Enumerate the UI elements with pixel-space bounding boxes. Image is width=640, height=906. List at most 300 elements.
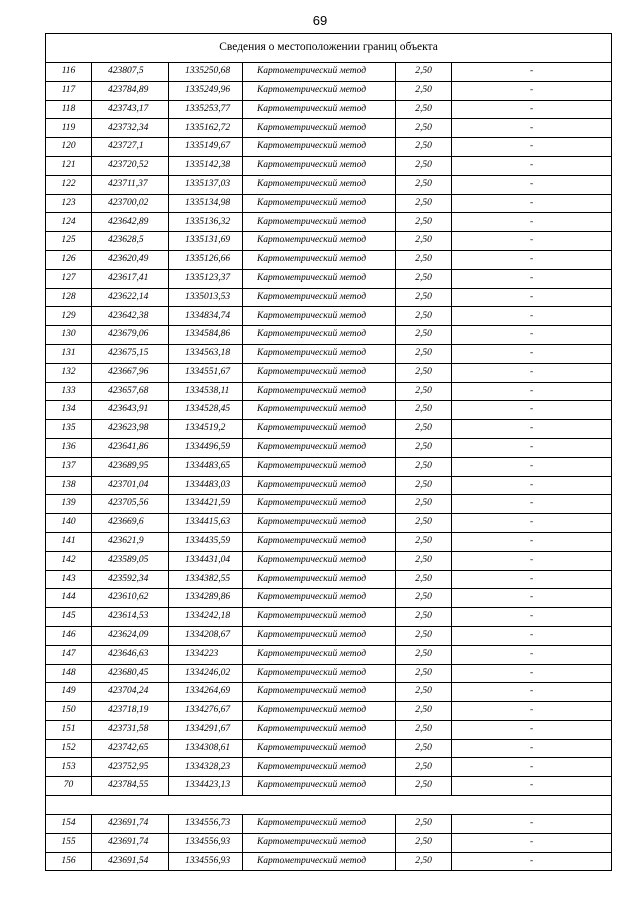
table-row (46, 514, 612, 533)
description-cell: - (452, 401, 612, 420)
y-coordinate-cell: 1334223 (169, 645, 243, 664)
point-number-cell: 150 (46, 702, 92, 721)
table-row (46, 119, 612, 138)
y-coordinate-cell: 1334519,2 (169, 420, 243, 439)
method-cell: Картометрический метод (243, 852, 396, 871)
description-cell: - (452, 344, 612, 363)
y-coordinate-cell: 1335131,69 (169, 232, 243, 251)
x-coordinate-cell: 423711,37 (92, 175, 169, 194)
description-cell: - (452, 138, 612, 157)
table-row (46, 495, 612, 514)
y-coordinate-cell: 1334415,63 (169, 514, 243, 533)
table-title-row (46, 34, 612, 63)
y-coordinate-cell: 1334289,86 (169, 589, 243, 608)
method-cell: Картометрический метод (243, 683, 396, 702)
point-number-cell: 149 (46, 683, 92, 702)
accuracy-cell: 2,50 (396, 307, 452, 326)
accuracy-cell: 2,50 (396, 758, 452, 777)
point-number-cell: 138 (46, 476, 92, 495)
method-cell: Картометрический метод (243, 138, 396, 157)
x-coordinate-cell: 423622,14 (92, 288, 169, 307)
method-cell: Картометрический метод (243, 382, 396, 401)
method-cell: Картометрический метод (243, 815, 396, 834)
table-row (46, 81, 612, 100)
table-row (46, 852, 612, 871)
description-cell: - (452, 156, 612, 175)
point-number-cell: 134 (46, 401, 92, 420)
x-coordinate-cell: 423620,49 (92, 250, 169, 269)
x-coordinate-cell: 423675,15 (92, 344, 169, 363)
method-cell: Картометрический метод (243, 777, 396, 796)
table-row (46, 363, 612, 382)
x-coordinate-cell: 423727,1 (92, 138, 169, 157)
y-coordinate-cell: 1334423,13 (169, 777, 243, 796)
section-separator-row (46, 796, 612, 815)
method-cell: Картометрический метод (243, 476, 396, 495)
y-coordinate-cell: 1335142,38 (169, 156, 243, 175)
point-number-cell: 127 (46, 269, 92, 288)
method-cell: Картометрический метод (243, 664, 396, 683)
x-coordinate-cell: 423705,56 (92, 495, 169, 514)
point-number-cell: 123 (46, 194, 92, 213)
y-coordinate-cell: 1334556,93 (169, 852, 243, 871)
x-coordinate-cell: 423720,52 (92, 156, 169, 175)
description-cell: - (452, 664, 612, 683)
x-coordinate-cell: 423701,04 (92, 476, 169, 495)
x-coordinate-cell: 423691,74 (92, 833, 169, 852)
accuracy-cell: 2,50 (396, 739, 452, 758)
y-coordinate-cell: 1334563,18 (169, 344, 243, 363)
description-cell: - (452, 739, 612, 758)
y-coordinate-cell: 1334431,04 (169, 551, 243, 570)
accuracy-cell: 2,50 (396, 250, 452, 269)
x-coordinate-cell: 423807,5 (92, 63, 169, 82)
accuracy-cell: 2,50 (396, 852, 452, 871)
y-coordinate-cell: 1334556,93 (169, 833, 243, 852)
y-coordinate-cell: 1335136,32 (169, 213, 243, 232)
method-cell: Картометрический метод (243, 232, 396, 251)
y-coordinate-cell: 1334528,45 (169, 401, 243, 420)
description-cell: - (452, 363, 612, 382)
method-cell: Картометрический метод (243, 551, 396, 570)
x-coordinate-cell: 423689,95 (92, 457, 169, 476)
x-coordinate-cell: 423752,95 (92, 758, 169, 777)
table-row (46, 269, 612, 288)
method-cell: Картометрический метод (243, 589, 396, 608)
accuracy-cell: 2,50 (396, 438, 452, 457)
x-coordinate-cell: 423610,62 (92, 589, 169, 608)
point-number-cell: 131 (46, 344, 92, 363)
point-number-cell: 142 (46, 551, 92, 570)
x-coordinate-cell: 423657,68 (92, 382, 169, 401)
point-number-cell: 120 (46, 138, 92, 157)
description-cell: - (452, 532, 612, 551)
description-cell: - (452, 645, 612, 664)
accuracy-cell: 2,50 (396, 514, 452, 533)
table-row (46, 382, 612, 401)
y-coordinate-cell: 1334556,73 (169, 815, 243, 834)
description-cell: - (452, 288, 612, 307)
accuracy-cell: 2,50 (396, 326, 452, 345)
table-row (46, 344, 612, 363)
point-number-cell: 145 (46, 608, 92, 627)
accuracy-cell: 2,50 (396, 476, 452, 495)
y-coordinate-cell: 1334483,65 (169, 457, 243, 476)
table-row (46, 250, 612, 269)
method-cell: Картометрический метод (243, 307, 396, 326)
description-cell: - (452, 495, 612, 514)
method-cell: Картометрический метод (243, 645, 396, 664)
x-coordinate-cell: 423614,53 (92, 608, 169, 627)
boundary-coordinates-table (45, 33, 612, 871)
point-number-cell: 122 (46, 175, 92, 194)
table-row (46, 833, 612, 852)
y-coordinate-cell: 1334308,61 (169, 739, 243, 758)
description-cell: - (452, 420, 612, 439)
accuracy-cell: 2,50 (396, 702, 452, 721)
table-row (46, 758, 612, 777)
point-number-cell: 148 (46, 664, 92, 683)
x-coordinate-cell: 423669,6 (92, 514, 169, 533)
method-cell: Картометрический метод (243, 514, 396, 533)
accuracy-cell: 2,50 (396, 664, 452, 683)
point-number-cell: 147 (46, 645, 92, 664)
point-number-cell: 125 (46, 232, 92, 251)
accuracy-cell: 2,50 (396, 777, 452, 796)
x-coordinate-cell: 423691,54 (92, 852, 169, 871)
table-row (46, 63, 612, 82)
table-row (46, 720, 612, 739)
table-row (46, 739, 612, 758)
point-number-cell: 137 (46, 457, 92, 476)
method-cell: Картометрический метод (243, 363, 396, 382)
accuracy-cell: 2,50 (396, 363, 452, 382)
x-coordinate-cell: 423680,45 (92, 664, 169, 683)
method-cell: Картометрический метод (243, 175, 396, 194)
method-cell: Картометрический метод (243, 156, 396, 175)
point-number-cell: 126 (46, 250, 92, 269)
accuracy-cell: 2,50 (396, 495, 452, 514)
x-coordinate-cell: 423667,96 (92, 363, 169, 382)
description-cell: - (452, 551, 612, 570)
y-coordinate-cell: 1334834,74 (169, 307, 243, 326)
method-cell: Картометрический метод (243, 457, 396, 476)
point-number-cell: 121 (46, 156, 92, 175)
y-coordinate-cell: 1334291,67 (169, 720, 243, 739)
point-number-cell: 151 (46, 720, 92, 739)
description-cell: - (452, 194, 612, 213)
y-coordinate-cell: 1334584,86 (169, 326, 243, 345)
method-cell: Картометрический метод (243, 269, 396, 288)
accuracy-cell: 2,50 (396, 589, 452, 608)
description-cell: - (452, 626, 612, 645)
method-cell: Картометрический метод (243, 626, 396, 645)
description-cell: - (452, 63, 612, 82)
x-coordinate-cell: 423617,41 (92, 269, 169, 288)
description-cell: - (452, 514, 612, 533)
y-coordinate-cell: 1334538,11 (169, 382, 243, 401)
y-coordinate-cell: 1335149,67 (169, 138, 243, 157)
accuracy-cell: 2,50 (396, 344, 452, 363)
accuracy-cell: 2,50 (396, 269, 452, 288)
accuracy-cell: 2,50 (396, 138, 452, 157)
accuracy-cell: 2,50 (396, 63, 452, 82)
table-row (46, 608, 612, 627)
table-row (46, 457, 612, 476)
table-title: Сведения о местоположении границ объекта (46, 34, 612, 63)
x-coordinate-cell: 423732,34 (92, 119, 169, 138)
description-cell: - (452, 175, 612, 194)
x-coordinate-cell: 423700,02 (92, 194, 169, 213)
table-row (46, 815, 612, 834)
x-coordinate-cell: 423679,06 (92, 326, 169, 345)
accuracy-cell: 2,50 (396, 420, 452, 439)
point-number-cell: 119 (46, 119, 92, 138)
accuracy-cell: 2,50 (396, 551, 452, 570)
method-cell: Картометрический метод (243, 344, 396, 363)
point-number-cell: 136 (46, 438, 92, 457)
point-number-cell: 130 (46, 326, 92, 345)
table-row (46, 326, 612, 345)
description-cell: - (452, 683, 612, 702)
y-coordinate-cell: 1334382,55 (169, 570, 243, 589)
table-row (46, 420, 612, 439)
x-coordinate-cell: 423642,38 (92, 307, 169, 326)
table-row (46, 645, 612, 664)
x-coordinate-cell: 423743,17 (92, 100, 169, 119)
description-cell: - (452, 119, 612, 138)
y-coordinate-cell: 1334242,18 (169, 608, 243, 627)
table-row (46, 175, 612, 194)
accuracy-cell: 2,50 (396, 645, 452, 664)
table-row (46, 532, 612, 551)
x-coordinate-cell: 423643,91 (92, 401, 169, 420)
point-number-cell: 129 (46, 307, 92, 326)
point-number-cell: 153 (46, 758, 92, 777)
table-row (46, 476, 612, 495)
accuracy-cell: 2,50 (396, 119, 452, 138)
y-coordinate-cell: 1334435,59 (169, 532, 243, 551)
method-cell: Картометрический метод (243, 495, 396, 514)
accuracy-cell: 2,50 (396, 457, 452, 476)
y-coordinate-cell: 1334328,23 (169, 758, 243, 777)
method-cell: Картометрический метод (243, 570, 396, 589)
method-cell: Картометрический метод (243, 119, 396, 138)
table-row (46, 626, 612, 645)
y-coordinate-cell: 1334551,67 (169, 363, 243, 382)
method-cell: Картометрический метод (243, 326, 396, 345)
description-cell: - (452, 758, 612, 777)
x-coordinate-cell: 423718,19 (92, 702, 169, 721)
table-row (46, 100, 612, 119)
description-cell: - (452, 815, 612, 834)
accuracy-cell: 2,50 (396, 382, 452, 401)
description-cell: - (452, 232, 612, 251)
y-coordinate-cell: 1335250,68 (169, 63, 243, 82)
section-separator (46, 796, 612, 815)
method-cell: Картометрический метод (243, 194, 396, 213)
table-row (46, 288, 612, 307)
accuracy-cell: 2,50 (396, 194, 452, 213)
table-row (46, 683, 612, 702)
y-coordinate-cell: 1334421,59 (169, 495, 243, 514)
accuracy-cell: 2,50 (396, 175, 452, 194)
table-row (46, 702, 612, 721)
y-coordinate-cell: 1335162,72 (169, 119, 243, 138)
y-coordinate-cell: 1335126,66 (169, 250, 243, 269)
method-cell: Картометрический метод (243, 739, 396, 758)
table-row (46, 570, 612, 589)
point-number-cell: 124 (46, 213, 92, 232)
description-cell: - (452, 81, 612, 100)
x-coordinate-cell: 423704,24 (92, 683, 169, 702)
description-cell: - (452, 608, 612, 627)
y-coordinate-cell: 1335134,98 (169, 194, 243, 213)
y-coordinate-cell: 1334276,67 (169, 702, 243, 721)
method-cell: Картометрический метод (243, 758, 396, 777)
point-number-cell: 144 (46, 589, 92, 608)
method-cell: Картометрический метод (243, 288, 396, 307)
table-row (46, 551, 612, 570)
accuracy-cell: 2,50 (396, 833, 452, 852)
x-coordinate-cell: 423784,55 (92, 777, 169, 796)
description-cell: - (452, 589, 612, 608)
x-coordinate-cell: 423628,5 (92, 232, 169, 251)
y-coordinate-cell: 1334264,69 (169, 683, 243, 702)
method-cell: Картометрический метод (243, 720, 396, 739)
x-coordinate-cell: 423742,65 (92, 739, 169, 758)
accuracy-cell: 2,50 (396, 626, 452, 645)
description-cell: - (452, 326, 612, 345)
point-number-cell: 128 (46, 288, 92, 307)
method-cell: Картометрический метод (243, 420, 396, 439)
y-coordinate-cell: 1334208,67 (169, 626, 243, 645)
x-coordinate-cell: 423589,05 (92, 551, 169, 570)
point-number-cell: 152 (46, 739, 92, 758)
point-number-cell: 116 (46, 63, 92, 82)
table-row (46, 307, 612, 326)
description-cell: - (452, 438, 612, 457)
accuracy-cell: 2,50 (396, 815, 452, 834)
method-cell: Картометрический метод (243, 608, 396, 627)
description-cell: - (452, 213, 612, 232)
method-cell: Картометрический метод (243, 250, 396, 269)
point-number-cell: 156 (46, 852, 92, 871)
method-cell: Картометрический метод (243, 438, 396, 457)
table-row (46, 138, 612, 157)
description-cell: - (452, 777, 612, 796)
description-cell: - (452, 833, 612, 852)
point-number-cell: 155 (46, 833, 92, 852)
y-coordinate-cell: 1334483,03 (169, 476, 243, 495)
point-number-cell: 139 (46, 495, 92, 514)
description-cell: - (452, 269, 612, 288)
x-coordinate-cell: 423624,09 (92, 626, 169, 645)
page-number: 69 (312, 13, 328, 28)
table-row (46, 438, 612, 457)
accuracy-cell: 2,50 (396, 156, 452, 175)
point-number-cell: 143 (46, 570, 92, 589)
description-cell: - (452, 852, 612, 871)
table-row (46, 589, 612, 608)
accuracy-cell: 2,50 (396, 683, 452, 702)
y-coordinate-cell: 1335013,53 (169, 288, 243, 307)
accuracy-cell: 2,50 (396, 213, 452, 232)
description-cell: - (452, 476, 612, 495)
accuracy-cell: 2,50 (396, 720, 452, 739)
method-cell: Картометрический метод (243, 401, 396, 420)
x-coordinate-cell: 423646,63 (92, 645, 169, 664)
y-coordinate-cell: 1335253,77 (169, 100, 243, 119)
point-number-cell: 117 (46, 81, 92, 100)
point-number-cell: 154 (46, 815, 92, 834)
point-number-cell: 133 (46, 382, 92, 401)
x-coordinate-cell: 423691,74 (92, 815, 169, 834)
description-cell: - (452, 307, 612, 326)
description-cell: - (452, 720, 612, 739)
method-cell: Картометрический метод (243, 81, 396, 100)
x-coordinate-cell: 423731,58 (92, 720, 169, 739)
description-cell: - (452, 100, 612, 119)
description-cell: - (452, 457, 612, 476)
accuracy-cell: 2,50 (396, 570, 452, 589)
table-row (46, 664, 612, 683)
accuracy-cell: 2,50 (396, 81, 452, 100)
table-row (46, 194, 612, 213)
description-cell: - (452, 702, 612, 721)
accuracy-cell: 2,50 (396, 532, 452, 551)
accuracy-cell: 2,50 (396, 232, 452, 251)
description-cell: - (452, 250, 612, 269)
y-coordinate-cell: 1335123,37 (169, 269, 243, 288)
x-coordinate-cell: 423621,9 (92, 532, 169, 551)
method-cell: Картометрический метод (243, 63, 396, 82)
x-coordinate-cell: 423641,86 (92, 438, 169, 457)
point-number-cell: 140 (46, 514, 92, 533)
x-coordinate-cell: 423592,34 (92, 570, 169, 589)
y-coordinate-cell: 1335249,96 (169, 81, 243, 100)
accuracy-cell: 2,50 (396, 288, 452, 307)
x-coordinate-cell: 423642,89 (92, 213, 169, 232)
point-number-cell: 132 (46, 363, 92, 382)
method-cell: Картометрический метод (243, 100, 396, 119)
point-number-cell: 135 (46, 420, 92, 439)
description-cell: - (452, 570, 612, 589)
point-number-cell: 70 (46, 777, 92, 796)
method-cell: Картометрический метод (243, 532, 396, 551)
table-row (46, 401, 612, 420)
table-row (46, 232, 612, 251)
method-cell: Картометрический метод (243, 213, 396, 232)
accuracy-cell: 2,50 (396, 608, 452, 627)
method-cell: Картометрический метод (243, 833, 396, 852)
method-cell: Картометрический метод (243, 702, 396, 721)
point-number-cell: 118 (46, 100, 92, 119)
accuracy-cell: 2,50 (396, 100, 452, 119)
point-number-cell: 141 (46, 532, 92, 551)
x-coordinate-cell: 423623,98 (92, 420, 169, 439)
x-coordinate-cell: 423784,89 (92, 81, 169, 100)
y-coordinate-cell: 1334246,02 (169, 664, 243, 683)
table-row (46, 777, 612, 796)
point-number-cell: 146 (46, 626, 92, 645)
table-row (46, 156, 612, 175)
y-coordinate-cell: 1335137,03 (169, 175, 243, 194)
y-coordinate-cell: 1334496,59 (169, 438, 243, 457)
description-cell: - (452, 382, 612, 401)
accuracy-cell: 2,50 (396, 401, 452, 420)
table-row (46, 213, 612, 232)
